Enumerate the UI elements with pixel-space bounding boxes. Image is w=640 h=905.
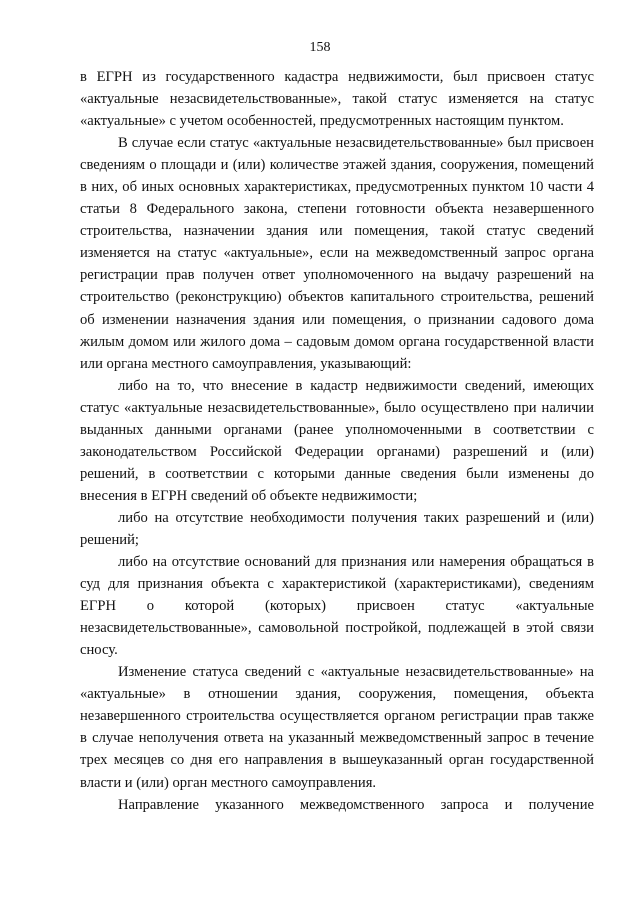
paragraph-status-change-condition: В случае если статус «актуальные незасвидетельствованные» был присвоен сведениям о площади и (или) количестве этажей здания, сооружения, помещений в них, об иных основных характеристиках, предусмотренных пунктом 10 части 4 статьи 8 Федерального закона, степени готовности объекта незавершенного строительства, назначении здания или помещения, такой статус сведений изменяется на статус «актуальные», если на межведомственный запрос органа регистрации прав получен ответ уполномоченного на выдачу разрешений на строительство (реконструкцию) объектов капитального строительства, решений об изменении назначения здания или помещения, о признании садового дома жилым домом или жилого дома – садовым домом органа государственной власти или органа местного самоуправления, указывающий:: [80, 135, 594, 372]
paragraph-option-no-grounds-court: либо на отсутствие оснований для признания или намерения обращаться в суд для признания объекта с характеристикой (характеристиками), сведениям ЕГРН о которой (которых) присвоен статус «актуальные незасвидетельствованные», самовольной постройкой, подлежащей в этой связи сносу.: [80, 554, 594, 659]
paragraph-status-change-no-response: Изменение статуса сведений с «актуальные незасвидетельствованные» на «актуальные» в отношении здания, сооружения, помещения, объекта незавершенного строительства осуществляется органом регистрации прав также в случае неполучения ответа на указанный межведомственный запрос в течение трех месяцев со дня его направления в вышеуказанный орган государственной власти и (или) орган местного самоуправления.: [80, 664, 594, 791]
paragraph-option-no-permits-needed: либо на отсутствие необходимости получения таких разрешений и (или) решений;: [80, 509, 594, 548]
paragraph-continuation: в ЕГРН из государственного кадастра недвижимости, был присвоен статус «актуальные незасвидетельствованные», такой статус изменяется на статус «актуальные» с учетом особенностей, предусмотренных настоящим пунктом.: [80, 69, 594, 130]
paragraph-option-permits-issued: либо на то, что внесение в кадастр недвижимости сведений, имеющих статус «актуальные незасвидетельствованные», было осуществлено при наличии выданных данными органами (ранее уполномоченными в соответствии с законодательством Российской Федерации органами) разрешений и (или) решений, в соответствии с которыми данные сведения были изменены до внесения в ЕГРН сведений об объекте недвижимости;: [80, 377, 594, 504]
page-number: 158: [309, 40, 331, 55]
paragraph-request-sending: Направление указанного межведомственного запроса и получение: [118, 796, 594, 813]
body-text: [80, 66, 594, 816]
